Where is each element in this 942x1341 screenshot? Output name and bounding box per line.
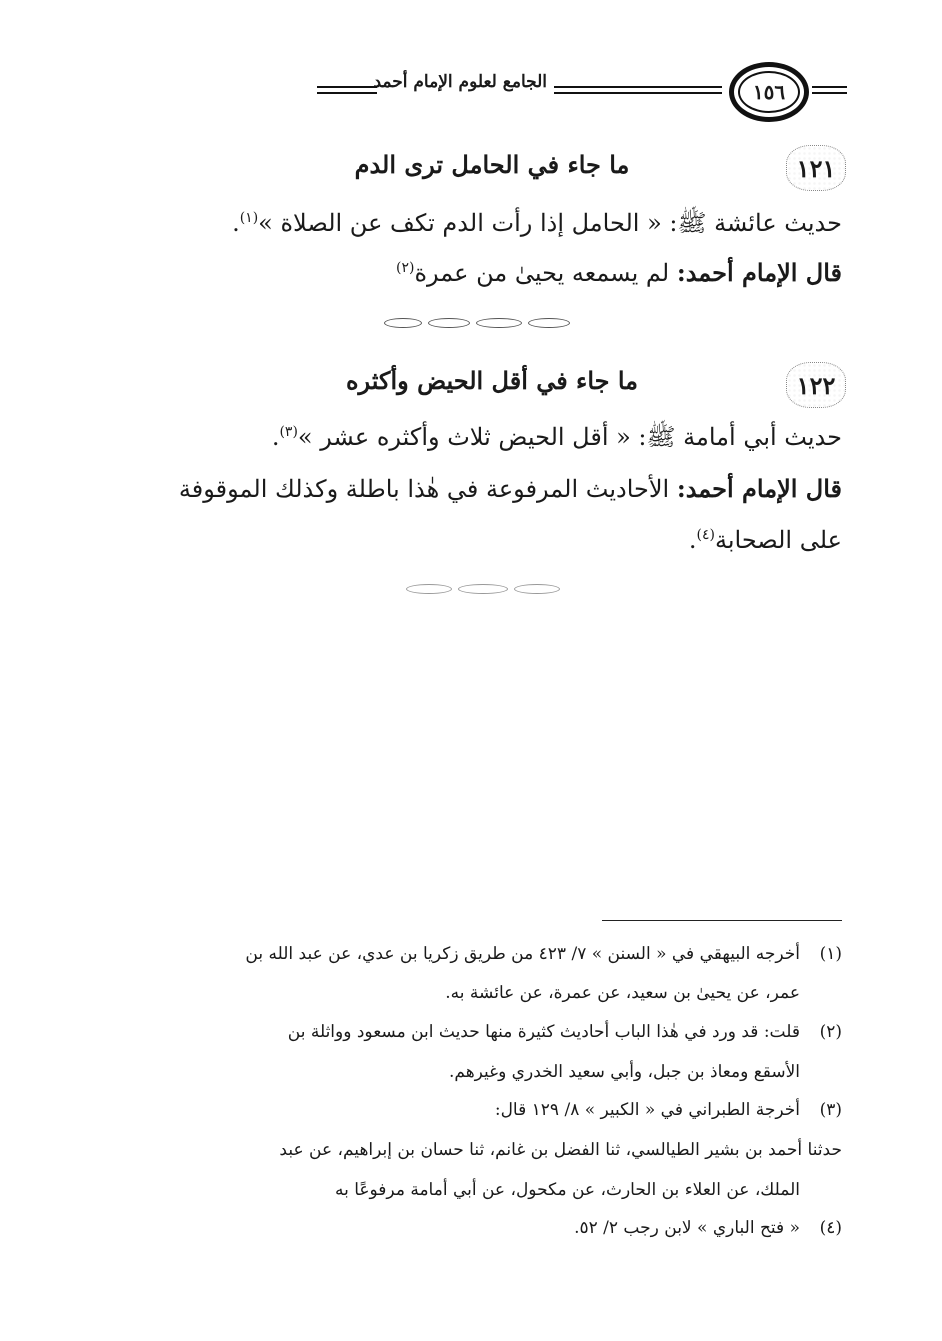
section-number: ١٢٢ (786, 362, 846, 408)
imam-label: قال الإمام أحمد: (676, 258, 842, 287)
hadith-line (97, 208, 842, 243)
footnote-text: « فتح الباري » لابن رجب ٢/ ٥٢. (574, 1218, 800, 1238)
section-divider-ornament (406, 582, 560, 596)
footnote-number: (٤) (819, 1218, 842, 1238)
header-rule (554, 86, 722, 94)
header-rule (812, 86, 847, 94)
hadith-text: حديث عائشة ﷺ: « الحامل إذا رأت الدم تكف عن الصلاة » (258, 209, 842, 237)
imam-text: لم يسمعه يحيىٰ من عمرة (414, 259, 677, 287)
imam-end: . (688, 526, 697, 554)
section-divider-ornament (384, 316, 570, 330)
hadith-end: . (232, 209, 240, 237)
imam-line-continued (97, 526, 842, 554)
section-title: ما جاء في أقل الحيض وأكثره (345, 366, 639, 395)
footnote-number: (٢) (819, 1022, 842, 1042)
section-title: ما جاء في الحامل ترى الدم (354, 150, 630, 179)
footnote-ref: (١) (239, 210, 259, 226)
footnote-ref: (٤) (696, 527, 715, 543)
running-title: الجامع لعلوم الإمام أحمد (373, 72, 547, 92)
imam-line (97, 474, 842, 503)
footnote-continuation: الملك، عن العلاء بن الحارث، عن مكحول، عن أبي أمامة مرفوعًا به (334, 1180, 800, 1200)
header-rule (317, 86, 377, 94)
hadith-text: حديث أبي أمامة ﷺ: « أقل الحيض ثلاث وأكثره عشر » (297, 423, 842, 451)
imam-text: على الصحابة (714, 526, 842, 554)
footnote-ref: (٢) (395, 260, 415, 276)
footnote-text: أخرجه البيهقي في « السنن » ٧/ ٤٢٣ من طريق زكريا بن عدي، عن عبد الله بن (245, 944, 800, 964)
footnote-number: (١) (819, 944, 842, 964)
imam-text: الأحاديث المرفوعة في هٰذا باطلة وكذلك الموقوفة (178, 475, 677, 503)
page-number-frame (729, 62, 809, 122)
page-header (112, 62, 847, 128)
footnote (97, 1100, 842, 1120)
footnote-continuation: حدثنا أحمد بن بشير الطيالسي، ثنا الفضل بن غانم، ثنا حسان بن إبراهيم، عن عبد (279, 1140, 842, 1160)
imam-label: قال الإمام أحمد: (676, 474, 842, 503)
hadith-line (97, 422, 842, 457)
page-number: ١٥٦ (738, 71, 800, 113)
imam-line (97, 258, 842, 287)
footnote-continuation: الأسقع ومعاذ بن جبل، وأبي سعيد الخدري وغيرهم. (448, 1062, 800, 1082)
section-number: ١٢١ (786, 145, 846, 191)
footnote-separator (602, 920, 842, 921)
footnote-text: أخرجة الطبراني في « الكبير » ٨/ ١٢٩ قال: (494, 1100, 800, 1120)
footnote-text: قلت: قد ورد في هٰذا الباب أحاديث كثيرة منها حديث ابن مسعود وواثلة بن (287, 1022, 800, 1042)
footnote-ref: (٣) (279, 424, 298, 440)
footnote (97, 1022, 842, 1042)
footnote (97, 1218, 842, 1238)
footnote (97, 944, 842, 964)
footnote-continuation: عمر، عن يحيىٰ بن سعيد، عن عمرة، عن عائشة به. (445, 983, 800, 1003)
hadith-end: . (271, 423, 280, 451)
footnote-number: (٣) (819, 1100, 842, 1120)
